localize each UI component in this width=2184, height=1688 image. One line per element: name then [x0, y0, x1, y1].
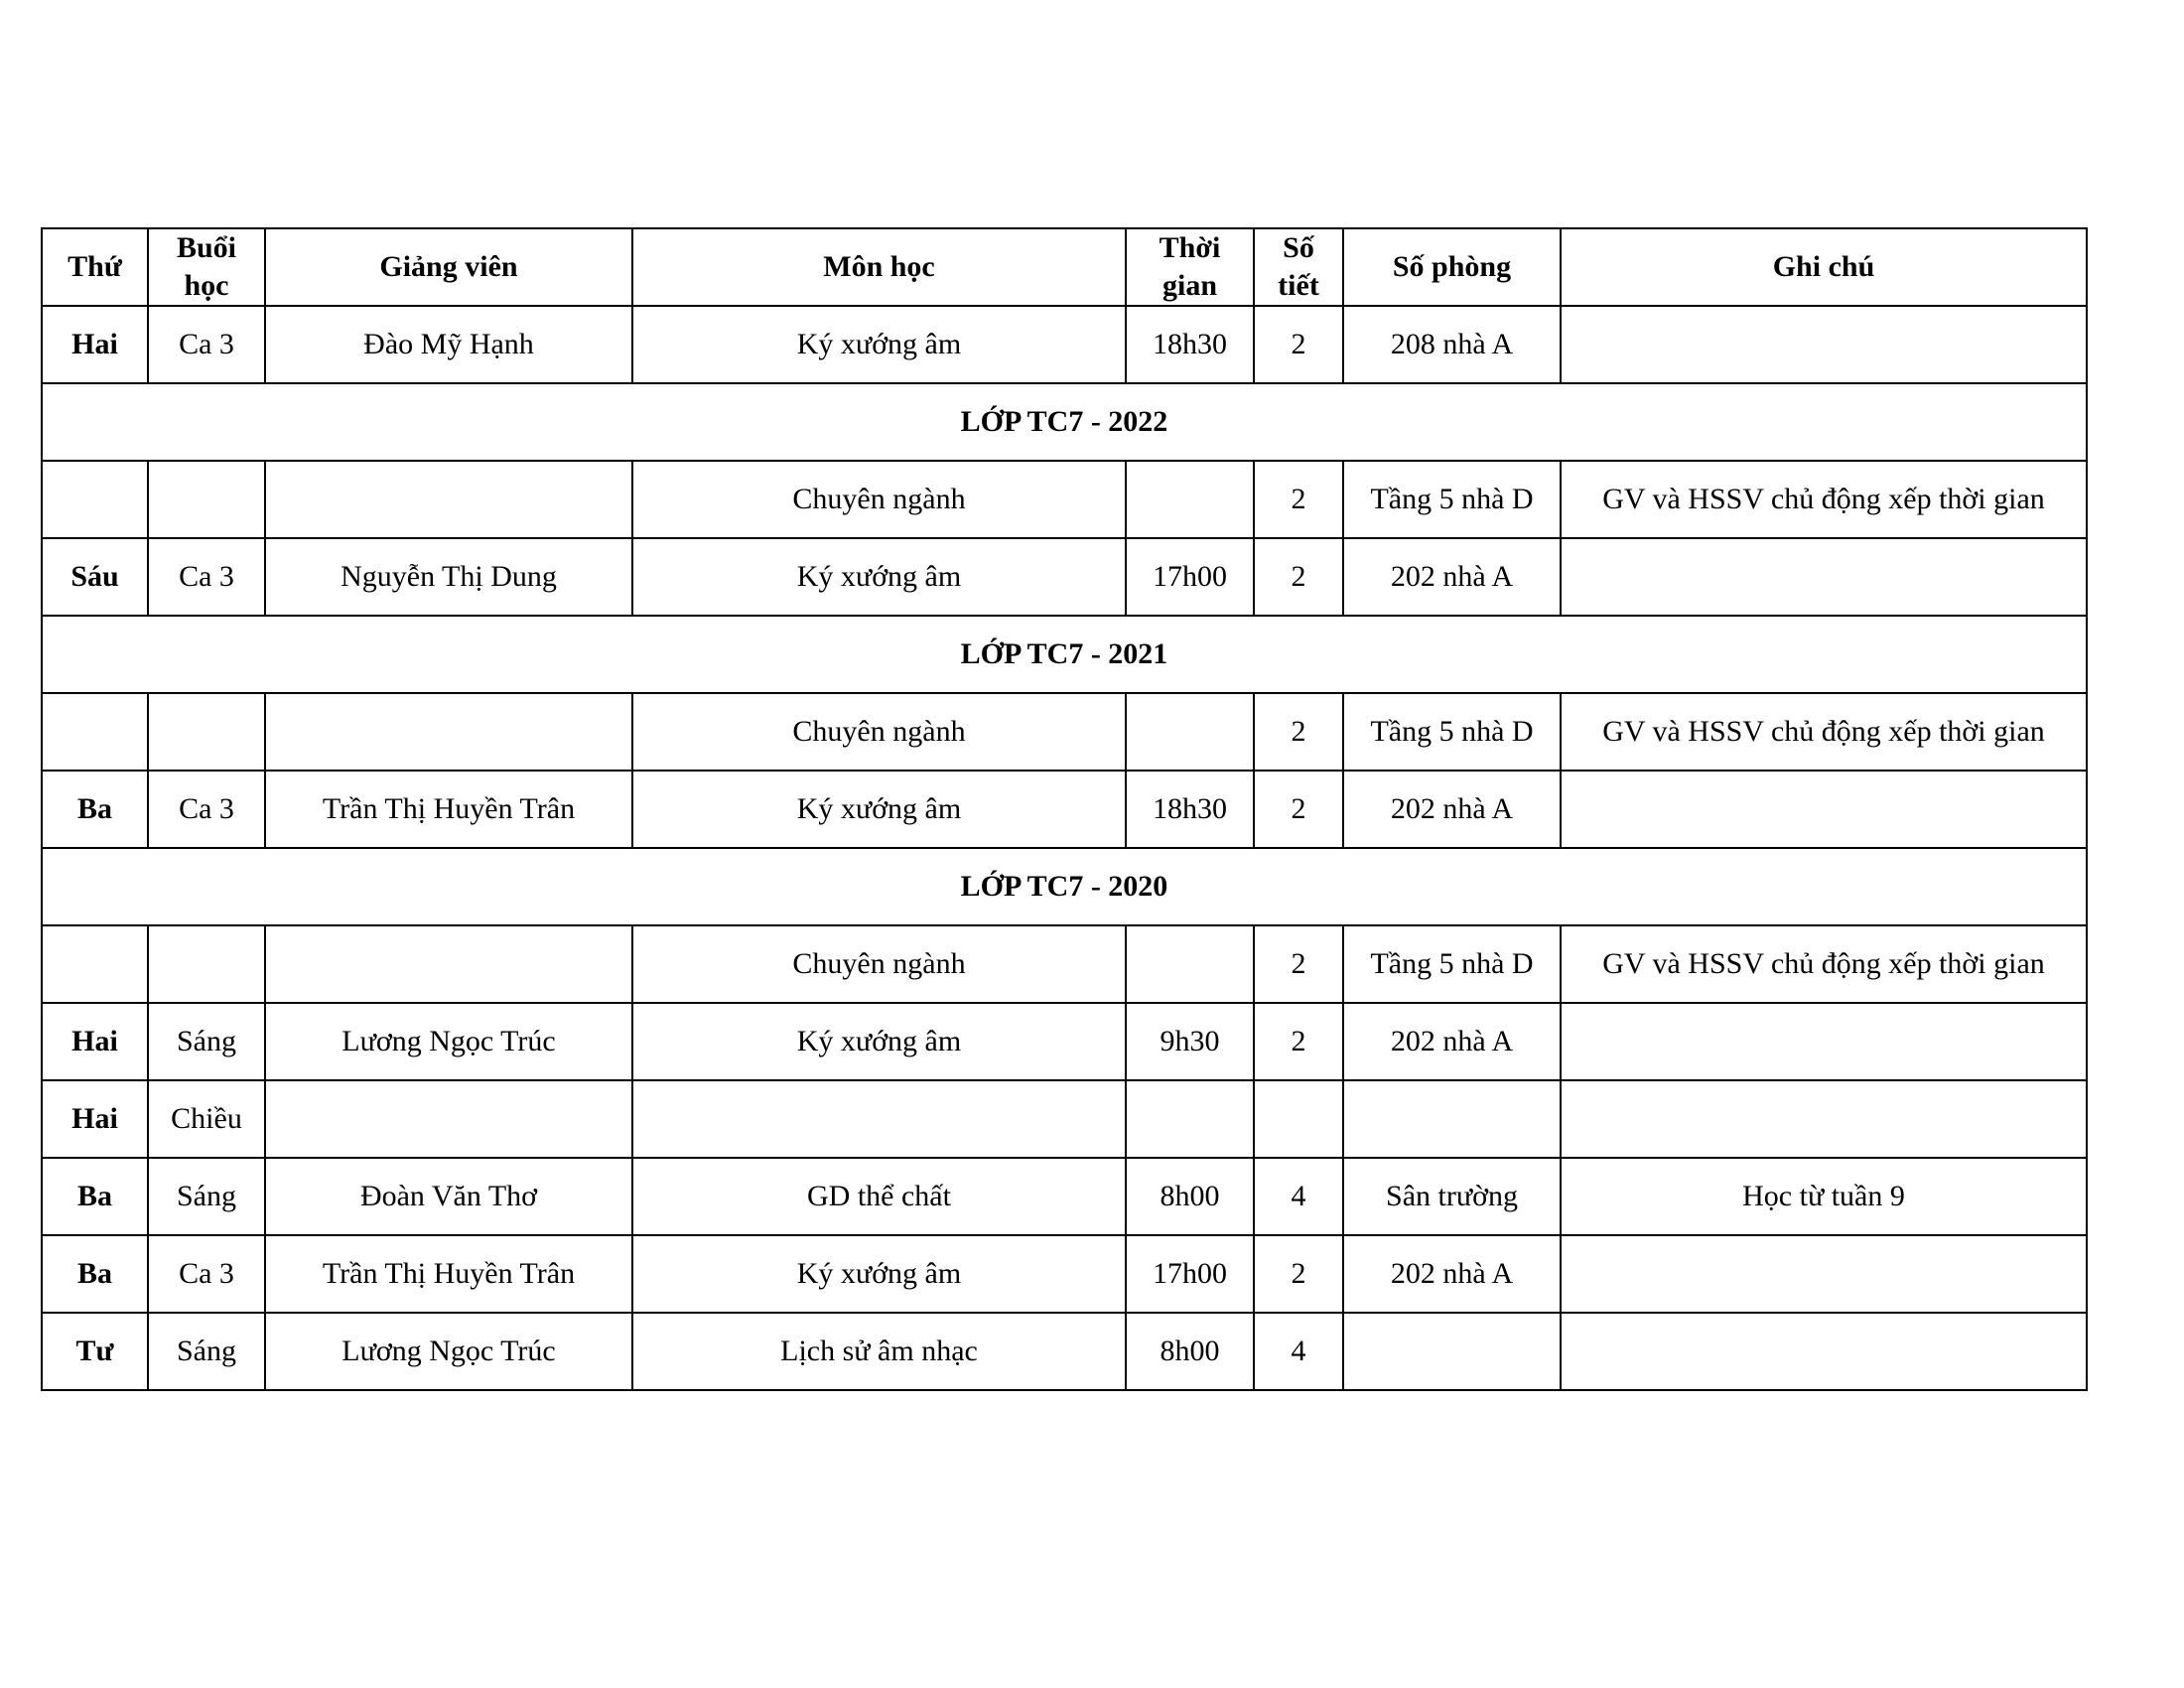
- cell-so-tiet: 4: [1254, 1313, 1343, 1390]
- cell-buoi-hoc: Sáng: [148, 1313, 265, 1390]
- cell-thu: Tư: [42, 1313, 148, 1390]
- cell-mon-hoc: Ký xướng âm: [632, 306, 1126, 383]
- cell-thoi-gian: [1126, 925, 1254, 1003]
- cell-mon-hoc: [632, 1080, 1126, 1158]
- cell-so-tiet: [1254, 1080, 1343, 1158]
- cell-giang-vien: [265, 461, 632, 538]
- cell-giang-vien: [265, 693, 632, 771]
- cell-thu: [42, 461, 148, 538]
- table-row: [42, 461, 2087, 538]
- cell-thu: Ba: [42, 771, 148, 848]
- cell-so-phong: Tầng 5 nhà D: [1343, 925, 1561, 1003]
- cell-thoi-gian: 18h30: [1126, 771, 1254, 848]
- cell-thu: Hai: [42, 1003, 148, 1080]
- cell-thu: [42, 925, 148, 1003]
- cell-thoi-gian: [1126, 461, 1254, 538]
- cell-so-tiet: 2: [1254, 925, 1343, 1003]
- cell-ghi-chu: GV và HSSV chủ động xếp thời gian: [1561, 461, 2087, 538]
- cell-mon-hoc: Ký xướng âm: [632, 538, 1126, 616]
- cell-ghi-chu: [1561, 1003, 2087, 1080]
- cell-giang-vien: [265, 925, 632, 1003]
- section-title: LỚP TC7 - 2021: [42, 616, 2087, 693]
- cell-ghi-chu: [1561, 1080, 2087, 1158]
- cell-so-phong: 202 nhà A: [1343, 1003, 1561, 1080]
- cell-so-phong: Tầng 5 nhà D: [1343, 693, 1561, 771]
- cell-giang-vien: Lương Ngọc Trúc: [265, 1003, 632, 1080]
- cell-giang-vien: Lương Ngọc Trúc: [265, 1313, 632, 1390]
- cell-buoi-hoc: Sáng: [148, 1158, 265, 1235]
- cell-giang-vien: Đoàn Văn Thơ: [265, 1158, 632, 1235]
- cell-thoi-gian: 9h30: [1126, 1003, 1254, 1080]
- header-giang-vien: Giảng viên: [265, 228, 632, 306]
- cell-so-phong: [1343, 1313, 1561, 1390]
- cell-buoi-hoc: Ca 3: [148, 306, 265, 383]
- cell-ghi-chu: Học từ tuần 9: [1561, 1158, 2087, 1235]
- cell-so-phong: [1343, 1080, 1561, 1158]
- cell-thoi-gian: 18h30: [1126, 306, 1254, 383]
- cell-ghi-chu: [1561, 1313, 2087, 1390]
- cell-buoi-hoc: [148, 461, 265, 538]
- cell-so-tiet: 2: [1254, 461, 1343, 538]
- table-row: [42, 925, 2087, 1003]
- section-header-row: [42, 616, 2087, 693]
- table-row: [42, 771, 2087, 848]
- cell-thu: Ba: [42, 1235, 148, 1313]
- cell-so-tiet: 2: [1254, 1235, 1343, 1313]
- header-so-tiet: Số tiết: [1254, 228, 1343, 306]
- cell-giang-vien: Nguyễn Thị Dung: [265, 538, 632, 616]
- cell-so-phong: 202 nhà A: [1343, 1235, 1561, 1313]
- cell-mon-hoc: Chuyên ngành: [632, 693, 1126, 771]
- table-row: [42, 1158, 2087, 1235]
- cell-giang-vien: Trần Thị Huyền Trân: [265, 771, 632, 848]
- cell-buoi-hoc: Ca 3: [148, 1235, 265, 1313]
- header-thu: Thứ: [42, 228, 148, 306]
- cell-thu: Hai: [42, 306, 148, 383]
- cell-ghi-chu: [1561, 306, 2087, 383]
- cell-so-phong: Sân trường: [1343, 1158, 1561, 1235]
- cell-thoi-gian: 17h00: [1126, 1235, 1254, 1313]
- cell-thu: [42, 693, 148, 771]
- cell-mon-hoc: Chuyên ngành: [632, 461, 1126, 538]
- cell-buoi-hoc: [148, 693, 265, 771]
- cell-so-phong: 202 nhà A: [1343, 771, 1561, 848]
- cell-ghi-chu: GV và HSSV chủ động xếp thời gian: [1561, 693, 2087, 771]
- cell-so-phong: 202 nhà A: [1343, 538, 1561, 616]
- section-header-row: [42, 848, 2087, 925]
- cell-so-phong: 208 nhà A: [1343, 306, 1561, 383]
- cell-ghi-chu: [1561, 771, 2087, 848]
- section-header-row: [42, 383, 2087, 461]
- cell-mon-hoc: Ký xướng âm: [632, 1235, 1126, 1313]
- header-so-phong: Số phòng: [1343, 228, 1561, 306]
- cell-giang-vien: Trần Thị Huyền Trân: [265, 1235, 632, 1313]
- cell-giang-vien: [265, 1080, 632, 1158]
- cell-ghi-chu: GV và HSSV chủ động xếp thời gian: [1561, 925, 2087, 1003]
- cell-buoi-hoc: Sáng: [148, 1003, 265, 1080]
- table-row: [42, 1080, 2087, 1158]
- cell-giang-vien: Đào Mỹ Hạnh: [265, 306, 632, 383]
- table-row: [42, 538, 2087, 616]
- cell-so-tiet: 4: [1254, 1158, 1343, 1235]
- cell-thoi-gian: 8h00: [1126, 1158, 1254, 1235]
- cell-mon-hoc: Ký xướng âm: [632, 1003, 1126, 1080]
- cell-thoi-gian: 17h00: [1126, 538, 1254, 616]
- table-row: [42, 1235, 2087, 1313]
- cell-thu: Hai: [42, 1080, 148, 1158]
- table-row: [42, 306, 2087, 383]
- cell-ghi-chu: [1561, 1235, 2087, 1313]
- cell-buoi-hoc: Ca 3: [148, 538, 265, 616]
- header-ghi-chu: Ghi chú: [1561, 228, 2087, 306]
- header-buoi-hoc: Buổi học: [148, 228, 265, 306]
- cell-ghi-chu: [1561, 538, 2087, 616]
- cell-so-tiet: 2: [1254, 771, 1343, 848]
- cell-buoi-hoc: Chiều: [148, 1080, 265, 1158]
- section-title: LỚP TC7 - 2022: [42, 383, 2087, 461]
- cell-thu: Ba: [42, 1158, 148, 1235]
- cell-so-tiet: 2: [1254, 693, 1343, 771]
- cell-so-tiet: 2: [1254, 306, 1343, 383]
- cell-mon-hoc: Lịch sử âm nhạc: [632, 1313, 1126, 1390]
- cell-thu: Sáu: [42, 538, 148, 616]
- cell-so-tiet: 2: [1254, 1003, 1343, 1080]
- table-row: [42, 693, 2087, 771]
- header-thoi-gian: Thời gian: [1126, 228, 1254, 306]
- table-row: [42, 1313, 2087, 1390]
- cell-mon-hoc: Ký xướng âm: [632, 771, 1126, 848]
- header-mon-hoc: Môn học: [632, 228, 1126, 306]
- cell-so-phong: Tầng 5 nhà D: [1343, 461, 1561, 538]
- cell-thoi-gian: [1126, 1080, 1254, 1158]
- table-row: [42, 1003, 2087, 1080]
- section-title: LỚP TC7 - 2020: [42, 848, 2087, 925]
- schedule-table: [41, 227, 2088, 1391]
- cell-mon-hoc: Chuyên ngành: [632, 925, 1126, 1003]
- table-body: [42, 306, 2087, 1390]
- cell-mon-hoc: GD thể chất: [632, 1158, 1126, 1235]
- cell-thoi-gian: 8h00: [1126, 1313, 1254, 1390]
- cell-buoi-hoc: [148, 925, 265, 1003]
- cell-buoi-hoc: Ca 3: [148, 771, 265, 848]
- cell-thoi-gian: [1126, 693, 1254, 771]
- header-row: [42, 228, 2087, 306]
- cell-so-tiet: 2: [1254, 538, 1343, 616]
